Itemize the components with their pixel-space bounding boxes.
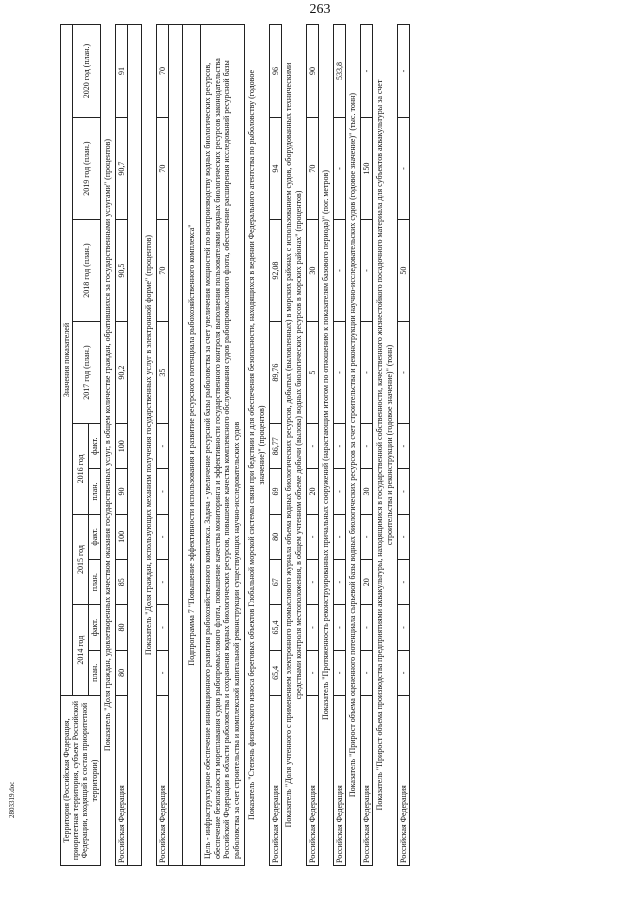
value-cell: 50 — [397, 220, 409, 322]
value-cell: 70 — [156, 220, 168, 322]
value-cell: 80 — [115, 605, 127, 650]
subprogram-title: Подпрограмма 7 "Повышение эффективности использования и развитие ресурсного потенциала рыбохозяйственного комплекса" — [182, 25, 200, 866]
plan-header: план. — [88, 650, 100, 695]
value-cell: 65,4 — [269, 650, 281, 695]
value-cell: - — [306, 514, 318, 559]
value-cell: 96 — [269, 25, 281, 118]
territory-header: Территория (Российская Федерация, приоритетная территория, субъект Российской Федерации, входящий в состав приоритетной территории) — [61, 696, 101, 866]
value-cell: - — [156, 514, 168, 559]
year-2016-header: 2016 год — [73, 424, 88, 515]
value-cell: - — [397, 469, 409, 514]
territory-cell: Российская Федерация — [269, 696, 281, 866]
fact-header: факт. — [88, 514, 100, 559]
value-cell: - — [333, 469, 345, 514]
indicator-label: Показатель "Прирост объема производства предприятиями аквакультуры, находящимися в государственной собственности, качественного жизнестойкого посадочного материала для субъектов аквакультуры за счет строительства и реконструкции (годовое значение)" (тонн) — [372, 25, 397, 866]
value-cell: 89,76 — [269, 322, 281, 424]
value-cell: 91 — [115, 25, 127, 118]
indicator-label: Показатель "Степень физического износа береговых объектов Глобальной морской системы связи при бедствии и для обеспечения безопасности, находящихся в ведении Федерального агентства по рыболовству (годовое значение)" (процентов) — [244, 25, 269, 866]
territory-cell: Российская Федерация — [156, 696, 168, 866]
value-cell: - — [333, 514, 345, 559]
year-2020-header: 2020 год (план.) — [73, 25, 101, 118]
value-cell: - — [360, 650, 372, 695]
value-cell: 86,77 — [269, 424, 281, 469]
value-cell: - — [156, 650, 168, 695]
table-row — [115, 25, 127, 866]
value-cell: 67 — [269, 560, 281, 605]
value-cell: 100 — [115, 514, 127, 559]
value-cell: 94 — [269, 118, 281, 220]
value-cell: - — [333, 605, 345, 650]
value-cell: - — [397, 118, 409, 220]
value-cell: - — [306, 560, 318, 605]
value-cell: 20 — [360, 560, 372, 605]
indicator-label: Показатель "Прирост объема оцененного потенциала сырьевой базы водных биологических ресурсов за счет строительства и реконструкции научно-исследовательских судов (годовое значение)" (тыс. тонн) — [345, 25, 360, 866]
value-cell: 100 — [115, 424, 127, 469]
value-cell: - — [333, 424, 345, 469]
value-cell: 90 — [306, 25, 318, 118]
value-cell: - — [156, 560, 168, 605]
value-cell: 90,5 — [115, 220, 127, 322]
rotated-table-wrapper — [60, 24, 620, 866]
indicator-label: Показатель "Доля учтенного с применением электронного промыслового журнала объема водных биологических ресурсов, добытых (выловленных) в морских районах с использованием судов, оборудованных техническими средствами контроля местоположения, в общем учтенном объеме добычи (вылова) водных биологических ресурсов в морских районах" (процентов) — [281, 25, 306, 866]
value-cell: 30 — [360, 469, 372, 514]
value-cell: - — [397, 424, 409, 469]
document-filename: 2803319.doc — [8, 781, 16, 818]
value-cell: 5 — [306, 322, 318, 424]
value-cell: - — [360, 424, 372, 469]
value-cell: 85 — [115, 560, 127, 605]
value-cell: 65,4 — [269, 605, 281, 650]
value-cell: 90 — [115, 469, 127, 514]
value-cell: - — [156, 469, 168, 514]
value-cell: - — [360, 605, 372, 650]
value-cell: - — [397, 514, 409, 559]
plan-header: план. — [88, 560, 100, 605]
year-2018-header: 2018 год (план.) — [73, 220, 101, 322]
value-cell: 80 — [269, 514, 281, 559]
value-cell: - — [333, 322, 345, 424]
value-cell: - — [156, 605, 168, 650]
fact-header: факт. — [88, 605, 100, 650]
value-cell: - — [306, 424, 318, 469]
value-cell: - — [360, 322, 372, 424]
plan-header: план. — [88, 469, 100, 514]
value-cell: 69 — [269, 469, 281, 514]
value-cell: - — [397, 650, 409, 695]
territory-cell: Российская Федерация — [397, 696, 409, 866]
value-cell: 20 — [306, 469, 318, 514]
territory-cell: Российская Федерация — [360, 696, 372, 866]
year-2015-header: 2015 год — [73, 514, 88, 605]
value-cell: - — [333, 650, 345, 695]
table-row — [397, 25, 409, 866]
value-cell: 92,08 — [269, 220, 281, 322]
page-number: 263 — [309, 2, 331, 17]
spacer-row — [168, 25, 182, 866]
table-row — [360, 25, 372, 866]
table-row — [333, 25, 345, 866]
value-cell: - — [397, 560, 409, 605]
indicators-table — [60, 24, 410, 866]
value-cell: - — [397, 25, 409, 118]
territory-cell: Российская Федерация — [333, 696, 345, 866]
value-cell: - — [360, 514, 372, 559]
subprogram-goal: Цель - инфраструктурное обеспечение инновационного развития рыбохозяйственного комплекса. Задача - увеличение ресурсной базы рыболовства за счет увеличения мощностей по воспроизводству водных биологических ресурсов, обеспечение безопасности мореплавания судов рыбопромыслового флота, повышение качества мониторинга и эффективности государственного контроля выполнения пользователями водных биологических ресурсов законодательства Российской Федерации в области рыболовства и сохранения водных биологических ресурсов, повышение качества комплексного обслуживания судов рыбопромыслового флота, обеспечение расширения исследований ресурсной базы рыболовства за счет строительства и комплексной капитальной реконструкции существующих научно-исследовательских судов — [200, 25, 244, 866]
territory-cell: Российская Федерация — [306, 696, 318, 866]
value-cell: - — [360, 25, 372, 118]
value-cell: - — [306, 650, 318, 695]
value-cell: - — [397, 322, 409, 424]
value-cell: 90,2 — [115, 322, 127, 424]
value-cell: 90,7 — [115, 118, 127, 220]
territory-cell: Российская Федерация — [115, 696, 127, 866]
value-cell: - — [333, 220, 345, 322]
value-cell: - — [333, 118, 345, 220]
table-row — [306, 25, 318, 866]
value-cell: 70 — [156, 25, 168, 118]
indicator-label: Показатель "Доля граждан, удовлетворенных качеством оказания государственных услуг, в общем количестве граждан, обратившихся за государственными услугами" (процентов) — [100, 25, 115, 866]
value-cell: 80 — [115, 650, 127, 695]
value-cell: 533,8 — [333, 25, 345, 118]
table-row — [156, 25, 168, 866]
fact-header: факт. — [88, 424, 100, 469]
value-cell: 150 — [360, 118, 372, 220]
value-cell: - — [333, 560, 345, 605]
year-2017-header: 2017 год (план.) — [73, 322, 101, 424]
value-cell: - — [306, 605, 318, 650]
table-header — [61, 25, 101, 866]
value-cell: 70 — [156, 118, 168, 220]
indicator-label: Показатель "Доля граждан, использующих механизм получения государственных услуг в электронной форме" (процентов) — [141, 25, 156, 866]
year-2014-header: 2014 год — [73, 605, 88, 696]
value-cell: 30 — [306, 220, 318, 322]
year-2019-header: 2019 год (план.) — [73, 118, 101, 220]
spacer-row — [127, 25, 141, 866]
value-cell: - — [397, 605, 409, 650]
value-cell: - — [156, 424, 168, 469]
value-cell: 70 — [306, 118, 318, 220]
indicator-label: Показатель "Протяженность реконструированных причальных сооружений (нарастающим итогом по отношению к показателям базового периода)" (пог. метров) — [318, 25, 333, 866]
value-cell: 35 — [156, 322, 168, 424]
value-cell: - — [360, 220, 372, 322]
values-header: Значения показателей — [61, 25, 73, 696]
table-row — [269, 25, 281, 866]
